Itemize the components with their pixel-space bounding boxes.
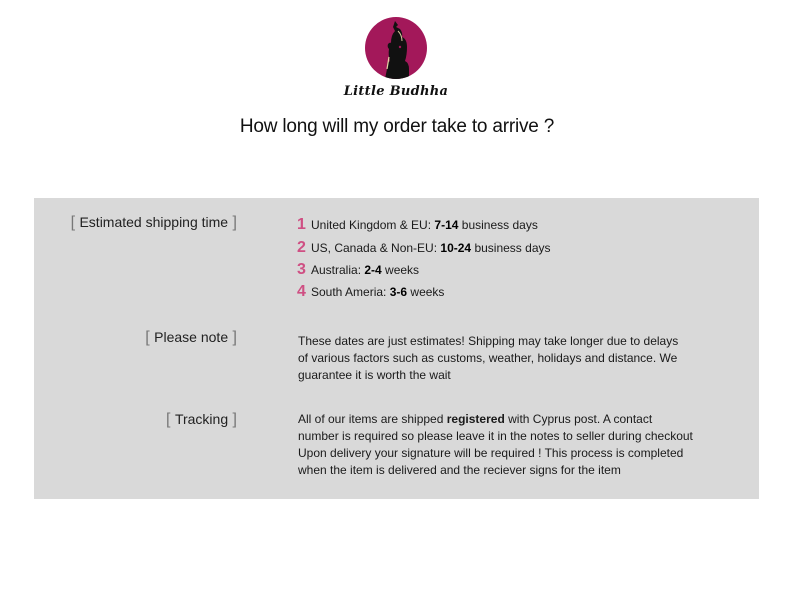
shipping-row: 1 United Kingdom & EU: 7-14 business days	[297, 216, 538, 233]
buddha-head-logo-icon	[365, 17, 427, 79]
shipping-row: 3 Australia: 2-4 weeks	[297, 261, 420, 278]
info-panel	[34, 198, 759, 499]
note-line: guarantee it is worth the wait	[298, 368, 451, 382]
shipping-time-heading: [ Estimated shipping time ]	[70, 214, 237, 231]
brand-name: Little Budhha	[343, 84, 449, 99]
shipping-row: 4 South Ameria: 3-6 weeks	[297, 283, 445, 300]
page-title: How long will my order take to arrive ?	[239, 116, 555, 137]
note-paragraph	[298, 333, 678, 384]
please-note-heading: [ Please note ]	[145, 329, 237, 346]
shipping-row: 2 US, Canada & Non-EU: 10-24 business days	[297, 239, 551, 256]
tracking-line: number is required so please leave it in the notes to seller during checkout	[298, 429, 693, 443]
tracking-line: All of our items are shipped registered with Cyprus post. A contact	[298, 412, 653, 426]
note-line: These dates are just estimates! Shipping may take longer due to delays	[298, 334, 679, 348]
tracking-line: Upon delivery your signature will be required ! This process is completed	[298, 446, 684, 460]
tracking-paragraph	[298, 411, 693, 479]
tracking-heading: [ Tracking ]	[166, 411, 237, 428]
tracking-line: when the item is delivered and the reciever signs for the item	[298, 463, 621, 477]
note-line: of various factors such as customs, weather, holidays and distance. We	[298, 351, 678, 365]
